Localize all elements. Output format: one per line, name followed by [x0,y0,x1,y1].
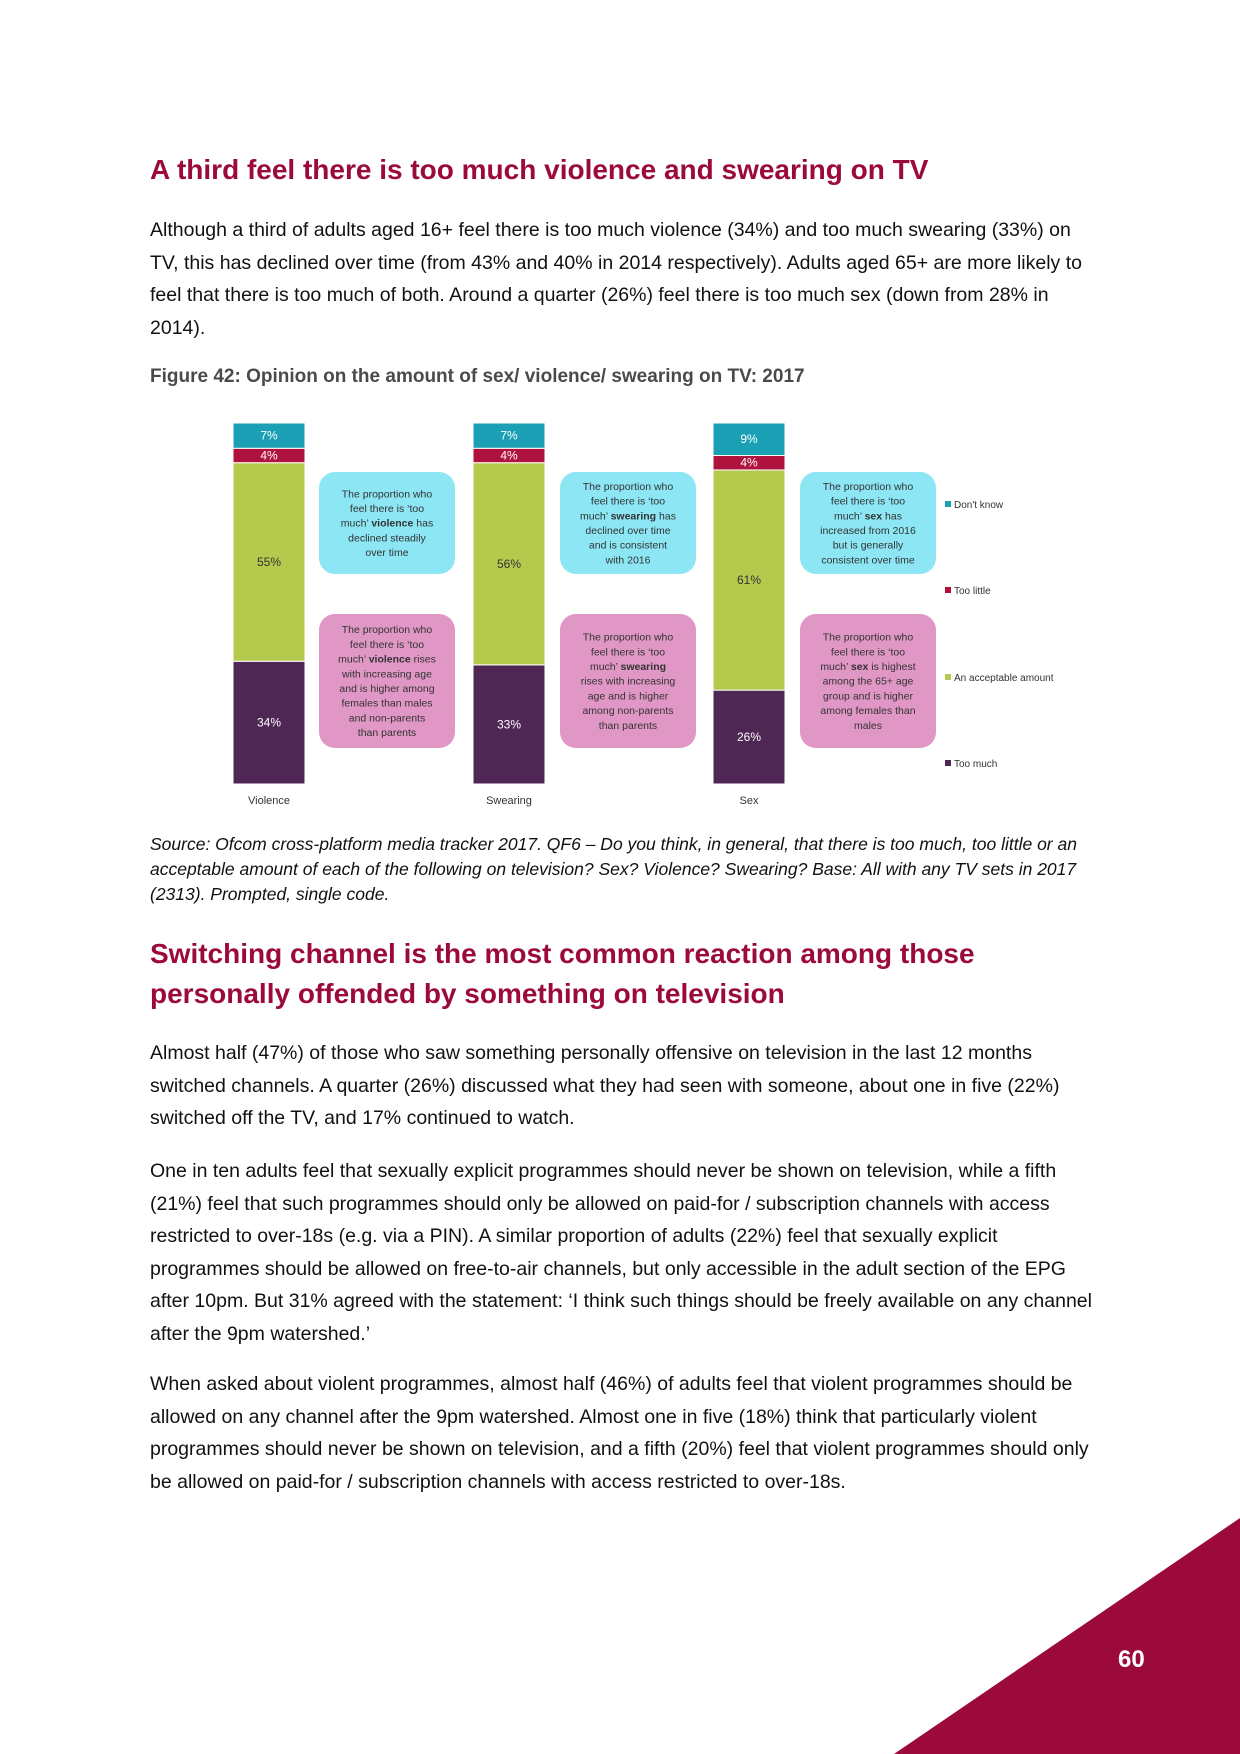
callout-text [350,503,424,515]
heading-line-2: personally offended by something on television [150,978,785,1009]
callout-text [583,632,674,644]
callout-text [820,661,915,673]
callout-text [342,488,433,500]
callout-text [358,727,416,739]
callout-text [585,525,670,537]
body-paragraph-2: One in ten adults feel that sexually explicit programmes should never be shown on television, while a fifth (21%) feel that such programmes should only be allowed on paid-for / subscription channels with access restricted to over-18s (e.g. via a PIN). A similar proportion of adults (22%) feel that sexually explicit programmes should be allowed on free-to-air channels, but only accessible in the adult section of the EPG after 10pm. But 31% agreed with the statement: ‘I think such things should be freely available on any channel after the 9pm watershed.’ [150,1160,1092,1345]
category-label: Swearing [486,795,532,807]
callout-text [834,510,902,522]
callout-text-run: females than males [341,697,433,710]
callout-text-run: among non-parents [582,705,674,718]
callout-text-run: feel there is ‘too [349,638,425,651]
callout-text-run: feel there is ‘too [590,495,666,508]
callout-text-run: The proportion who [341,624,433,637]
callout-text-run: declined steadily [348,532,426,545]
callout-text [591,646,665,658]
data-label: 56% [496,556,522,571]
callout-text [590,661,666,673]
data-label: 9% [740,432,758,447]
callout-text-run: rises [410,653,436,666]
callout-text-run: age and is higher [587,690,669,703]
figure-source: Source: Ofcom cross-platform media tracker 2017. QF6 – Do you think, in general, that there is too much, too little or an acceptable amount of each of the following on television? Sex? Violence? Swearing? Base: All with any TV sets in 2017 (2313). Prompted, single code. [150,834,1077,904]
section-heading-2 [150,934,975,1014]
callout-text-run: feel there is ‘too [590,646,666,659]
callout-text [341,668,432,680]
data-label: 61% [736,573,762,588]
callout-text [588,690,669,702]
callout-text [583,481,674,493]
callout-text [365,547,408,559]
callout-text-run: much’ [340,517,372,530]
callout-text-run: much’ [338,653,369,666]
callout-text-run: has [413,517,434,530]
callout-text-run: violence [368,653,411,666]
callout-text [339,683,434,695]
callout-text [341,518,433,530]
callout-text [823,632,914,644]
callout-text [350,639,424,651]
callout-text-run: is highest [868,660,916,673]
heading-line-1: Switching channel is the most common reaction among those [150,938,975,969]
legend-label: An acceptable amount [954,673,1054,684]
callout-text [831,496,905,508]
callout-text [341,698,432,710]
callout-text-run: feel there is ‘too [830,646,906,659]
callout-text-run: much’ [834,510,865,523]
callout-text-run: increased from 2016 [820,525,916,537]
callout-text [821,554,915,566]
legend-swatch [945,674,951,680]
callout-text [823,690,913,702]
callout-text-run: The proportion who [822,480,914,493]
data-label: 4% [740,455,758,470]
callout-text-run: rises with increasing [580,675,676,688]
callout-text [854,720,882,732]
callout-text-run: declined over time [585,525,671,537]
callout-text-run: among females than [820,705,916,718]
body-paragraph-3: When asked about violent programmes, almost half (46%) of adults feel that violent programmes should be allowed on any channel after the 9pm watershed. Almost one in five (18%) think that particularly violent programmes should never be shown on television, and a fifth (20%) feel that violent programmes should only be allowed on paid-for / subscription channels with access restricted to over-18s. [150,1373,1089,1493]
page-corner-decoration [894,1518,1240,1754]
callout-text-run: group and is higher [823,690,913,703]
callout-text [581,676,676,688]
callout-text [342,624,433,636]
callout-text [823,481,914,493]
legend-swatch [945,760,951,766]
callout-text-run: violence [371,517,414,530]
data-label: 7% [260,428,278,443]
data-label: 26% [736,730,762,745]
callout-text [348,532,426,544]
data-label: 33% [496,717,522,732]
category-label: Violence [248,795,290,807]
callout-text-run: but is generally [832,539,904,552]
data-label: 55% [256,554,282,569]
callout-text [580,510,676,522]
legend-label: Don't know [954,500,1004,511]
callout-text-run: among the 65+ age [822,675,914,688]
callout-text-run: The proportion who [341,488,433,501]
callout-text [582,705,673,717]
callout-text [589,540,667,552]
callout-text [605,554,651,566]
callout-text-run: than parents [357,727,417,740]
callout-text [831,646,905,658]
page-number: 60 [1118,1646,1145,1673]
callout-text-run: much’ [589,660,621,673]
figure-title: Figure 42: Opinion on the amount of sex/ violence/ swearing on TV: 2017 [150,366,805,387]
data-label: 4% [500,448,518,463]
callout-text [338,654,436,666]
callout-text-run: much’ [820,660,851,673]
legend-label: Too little [954,586,991,597]
legend-swatch [945,501,951,507]
stacked-bar-chart [0,0,1240,820]
data-label: 7% [500,428,518,443]
callout-text-run: feel there is ‘too [830,495,906,508]
callout-text-run: swearing [610,510,657,523]
callout-text-run: sex [864,510,883,523]
callout-text-run: and non-parents [348,712,426,725]
section-heading: A third feel there is too much violence and swearing on TV [150,154,929,185]
data-label: 34% [256,715,282,730]
callout-text-run: and is higher among [339,683,435,695]
callout-text-run: sex [850,660,869,673]
callout-text-run: with 2016 [605,554,651,567]
callout-text-run: with increasing age [342,668,432,681]
callout-text-run: males [853,719,883,732]
body-paragraph-1: Almost half (47%) of those who saw something personally offensive on television in the last 12 months switched channels. A quarter (26%) discussed what they had seen with someone, about one in five (22%) switched off the TV, and 17% continued to watch. [150,1042,1060,1129]
callout-text [820,705,915,717]
callout-text [349,712,425,724]
callout-text-run: swearing [620,660,667,673]
callout-text-run: has [656,510,676,523]
callout-text-run: over time [365,547,409,560]
callout-text-run: The proportion who [582,631,674,644]
category-label: Sex [739,795,759,807]
callout-text-run: feel there is ‘too [349,502,425,515]
callout-text [833,540,904,552]
legend-swatch [945,587,951,593]
callout-text-run: much’ [580,510,611,523]
callout-text-run: than parents [598,719,658,732]
callout-text-run: The proportion who [822,631,914,644]
legend-label: Too much [954,759,998,770]
callout-text-run: The proportion who [582,480,674,493]
callout-text [591,496,665,508]
callout-text [820,525,916,537]
intro-paragraph: Although a third of adults aged 16+ feel there is too much violence (34%) and too much swearing (33%) on TV, this has declined over time (from 43% and 40% in 2014 respectively). Adults aged 65+ are more likely to feel that there is too much of both. Around a quarter (26%) feel there is too much sex (down from 28% in 2014). [150,219,1082,339]
callout-text-run: and is consistent [588,539,668,552]
data-label: 4% [260,448,278,463]
callout-text-run: has [882,510,902,523]
callout-text [823,676,914,688]
callout-text-run: consistent over time [821,554,915,567]
callout-text [599,720,657,732]
